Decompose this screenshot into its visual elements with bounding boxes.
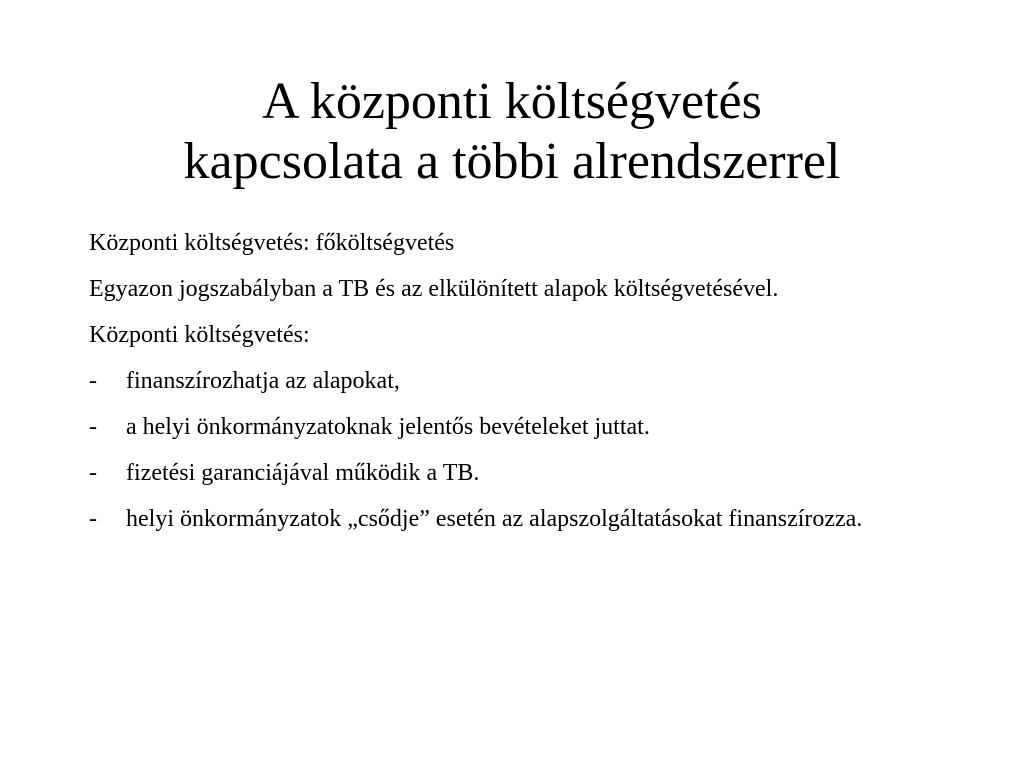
slide-title	[60, 72, 964, 192]
dash-list-item	[89, 456, 949, 490]
dash-item-text: helyi önkormányzatok „csődje” esetén az alapszolgáltatásokat finanszírozza.	[126, 506, 863, 532]
dash-list-item	[89, 364, 949, 398]
body-paragraph: Központi költségvetés:	[89, 322, 310, 348]
slide-title-line: kapcsolata a többi alrendszerrel	[183, 133, 841, 190]
dash-bullet: -	[89, 506, 97, 532]
dash-item-text: finanszírozhatja az alapokat,	[126, 368, 400, 394]
dash-item-text: fizetési garanciájával működik a TB.	[126, 460, 480, 486]
dash-list-item	[89, 410, 949, 444]
dash-list-item	[89, 502, 949, 536]
body-paragraph: Egyazon jogszabályban a TB és az elkülönített alapok költségvetésével.	[89, 276, 779, 302]
body-paragraph: Központi költségvetés: főköltségvetés	[89, 230, 455, 256]
slide-title-line: A központi költségvetés	[262, 73, 762, 130]
slide-body	[89, 226, 949, 548]
dash-bullet: -	[89, 460, 97, 486]
dash-bullet: -	[89, 368, 97, 394]
dash-bullet: -	[89, 414, 97, 440]
dash-item-text: a helyi önkormányzatoknak jelentős bevételeket juttat.	[126, 414, 650, 440]
